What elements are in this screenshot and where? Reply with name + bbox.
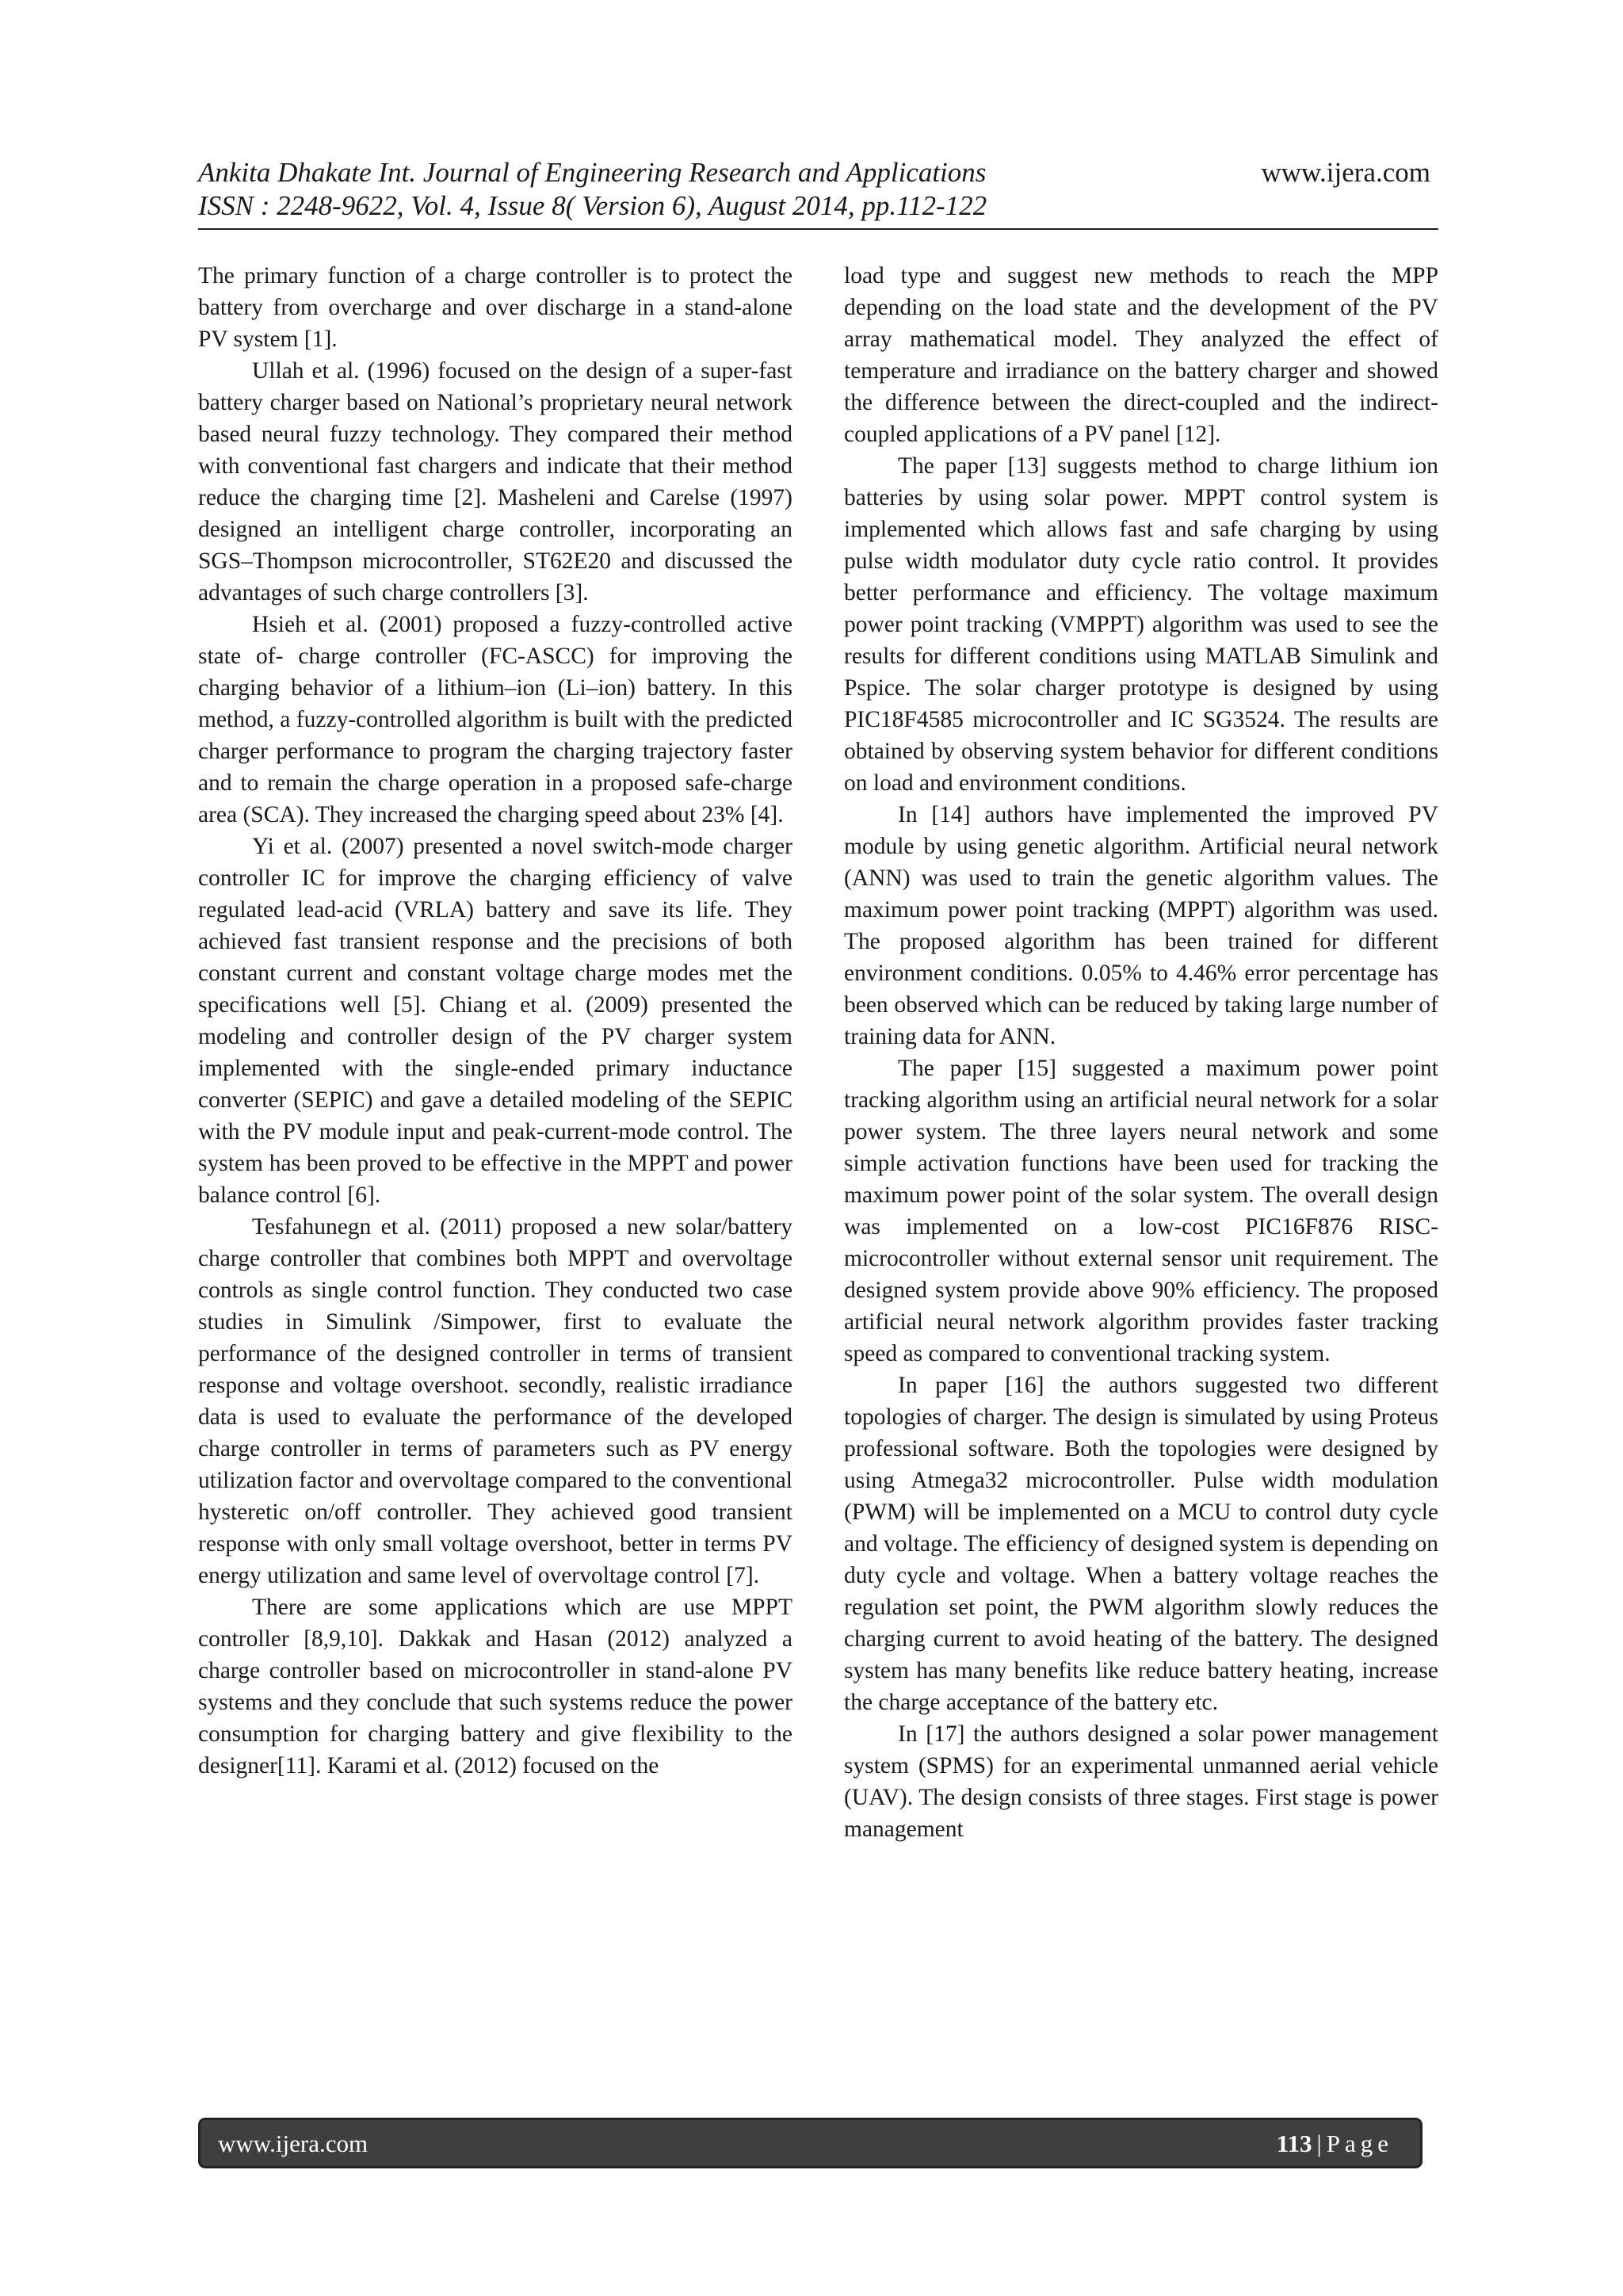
paragraph: Yi et al. (2007) presented a novel switch-mode charger controller IC for improve the charging efficiency of valve regulated lead-acid (VRLA) battery and save its life. They achieved fast transient response and the precisions of both constant current and constant voltage charge modes met the specifications well [5]. Chiang et al. (2009) presented the modeling and controller design of the PV charger system implemented with the single-ended primary inductance converter (SEPIC) and gave a detailed modeling of the SEPIC with the PV module input and peak-current-mode control. The system has been proved to be effective in the MPPT and power balance control [6].: [198, 834, 792, 1208]
journal-citation-line: Ankita Dhakate Int. Journal of Engineering Research and Applications: [198, 157, 987, 188]
paragraph: In [14] authors have implemented the improved PV module by using genetic algorithm. Artificial neural network (ANN) was used to train the genetic algorithm values. The maximum power point tracking (MPPT) algorithm was used. The proposed algorithm has been trained for different environment conditions. 0.05% to 4.46% error percentage has been observed which can be reduced by taking large number of training data for ANN.: [844, 802, 1438, 1049]
running-header: [198, 155, 1438, 230]
paragraph: In paper [16] the authors suggested two different topologies of charger. The design is simulated by using Proteus professional software. Both the topologies were designed by using Atmega32 microcontroller. Pulse width modulation (PWM) will be implemented on a MCU to control duty cycle and voltage. The efficiency of designed system is depending on duty cycle and voltage. When a battery voltage reaches the regulation set point, the PWM algorithm slowly reduces the charging current to avoid heating of the battery. The designed system has many benefits like reduce battery heating, increase the charge acceptance of the battery etc.: [844, 1373, 1438, 1715]
paragraph: Tesfahunegn et al. (2011) proposed a new solar/battery charge controller that combines both MPPT and overvoltage controls as single control function. They conducted two case studies in Simulink /Simpower, first to evaluate the performance of the designed controller in terms of transient response and voltage overshoot. secondly, realistic irradiance data is used to evaluate the performance of the developed charge controller in terms of parameters such as PV energy utilization factor and overvoltage compared to the conventional hysteretic on/off controller. They achieved good transient response with only small voltage overshoot, better in terms PV energy utilization and same level of overvoltage control [7].: [198, 1214, 792, 1588]
paragraph: There are some applications which are use MPPT controller [8,9,10]. Dakkak and Hasan (2012) analyzed a charge controller based on microcontroller in stand-alone PV systems and they conclude that such systems reduce the power consumption for charging battery and give flexibility to the designer[11]. Karami et al. (2012) focused on the: [198, 1595, 792, 1778]
page-separator: |: [1316, 2130, 1322, 2157]
paragraph: In [17] the authors designed a solar power management system (SPMS) for an experimental unmanned aerial vehicle (UAV). The design consists of three stages. First stage is power management: [844, 1721, 1438, 1842]
footer-website: www.ijera.com: [218, 2130, 369, 2157]
paragraph: The primary function of a charge controller is to protect the battery from overcharge and over discharge in a stand-alone PV system [1].: [198, 263, 792, 352]
page-indicator: [1277, 2128, 1393, 2160]
right-text-column: [844, 260, 1438, 2099]
left-text-column: [198, 260, 792, 2099]
page-footer-bar: [198, 2118, 1423, 2168]
page-label: Page: [1326, 2130, 1393, 2157]
issn-issue-line: ISSN : 2248-9622, Vol. 4, Issue 8( Version 6), August 2014, pp.112-122: [198, 190, 987, 221]
paragraph: load type and suggest new methods to reach the MPP depending on the load state and the development of the PV array mathematical model. They analyzed the effect of temperature and irradiance on the battery charger and showed the difference between the direct-coupled and the indirect-coupled applications of a PV panel [12].: [844, 263, 1438, 447]
page-number: 113: [1276, 2130, 1312, 2157]
paragraph: The paper [15] suggested a maximum power point tracking algorithm using an artificial neural network for a solar power system. The three layers neural network and some simple activation functions have been used for tracking the maximum power point of the solar system. The overall design was implemented on a low-cost PIC16F876 RISC-microcontroller without external sensor unit requirement. The designed system provide above 90% efficiency. The proposed artificial neural network algorithm provides faster tracking speed as compared to conventional tracking system.: [844, 1056, 1438, 1366]
paragraph: Ullah et al. (1996) focused on the design of a super-fast battery charger based on National’s proprietary neural network based neural fuzzy technology. They compared their method with conventional fast chargers and indicate that their method reduce the charging time [2]. Masheleni and Carelse (1997) designed an intelligent charge controller, incorporating an SGS–Thompson microcontroller, ST62E20 and discussed the advantages of such charge controllers [3].: [198, 358, 792, 606]
paragraph: The paper [13] suggests method to charge lithium ion batteries by using solar power. MPPT control system is implemented which allows fast and safe charging by using pulse width modulator duty cycle ratio control. It provides better performance and efficiency. The voltage maximum power point tracking (VMPPT) algorithm was used to see the results for different conditions using MATLAB Simulink and Pspice. The solar charger prototype is designed by using PIC18F4585 microcontroller and IC SG3524. The results are obtained by observing system behavior for different conditions on load and environment conditions.: [844, 453, 1438, 796]
header-website: www.ijera.com: [1261, 157, 1430, 188]
paragraph: Hsieh et al. (2001) proposed a fuzzy-controlled active state of- charge controller (FC-ASCC) for improving the charging behavior of a lithium–ion (Li–ion) battery. In this method, a fuzzy-controlled algorithm is built with the predicted charger performance to program the charging trajectory faster and to remain the charge operation in a proposed safe-charge area (SCA). They increased the charging speed about 23% [4].: [198, 612, 792, 827]
